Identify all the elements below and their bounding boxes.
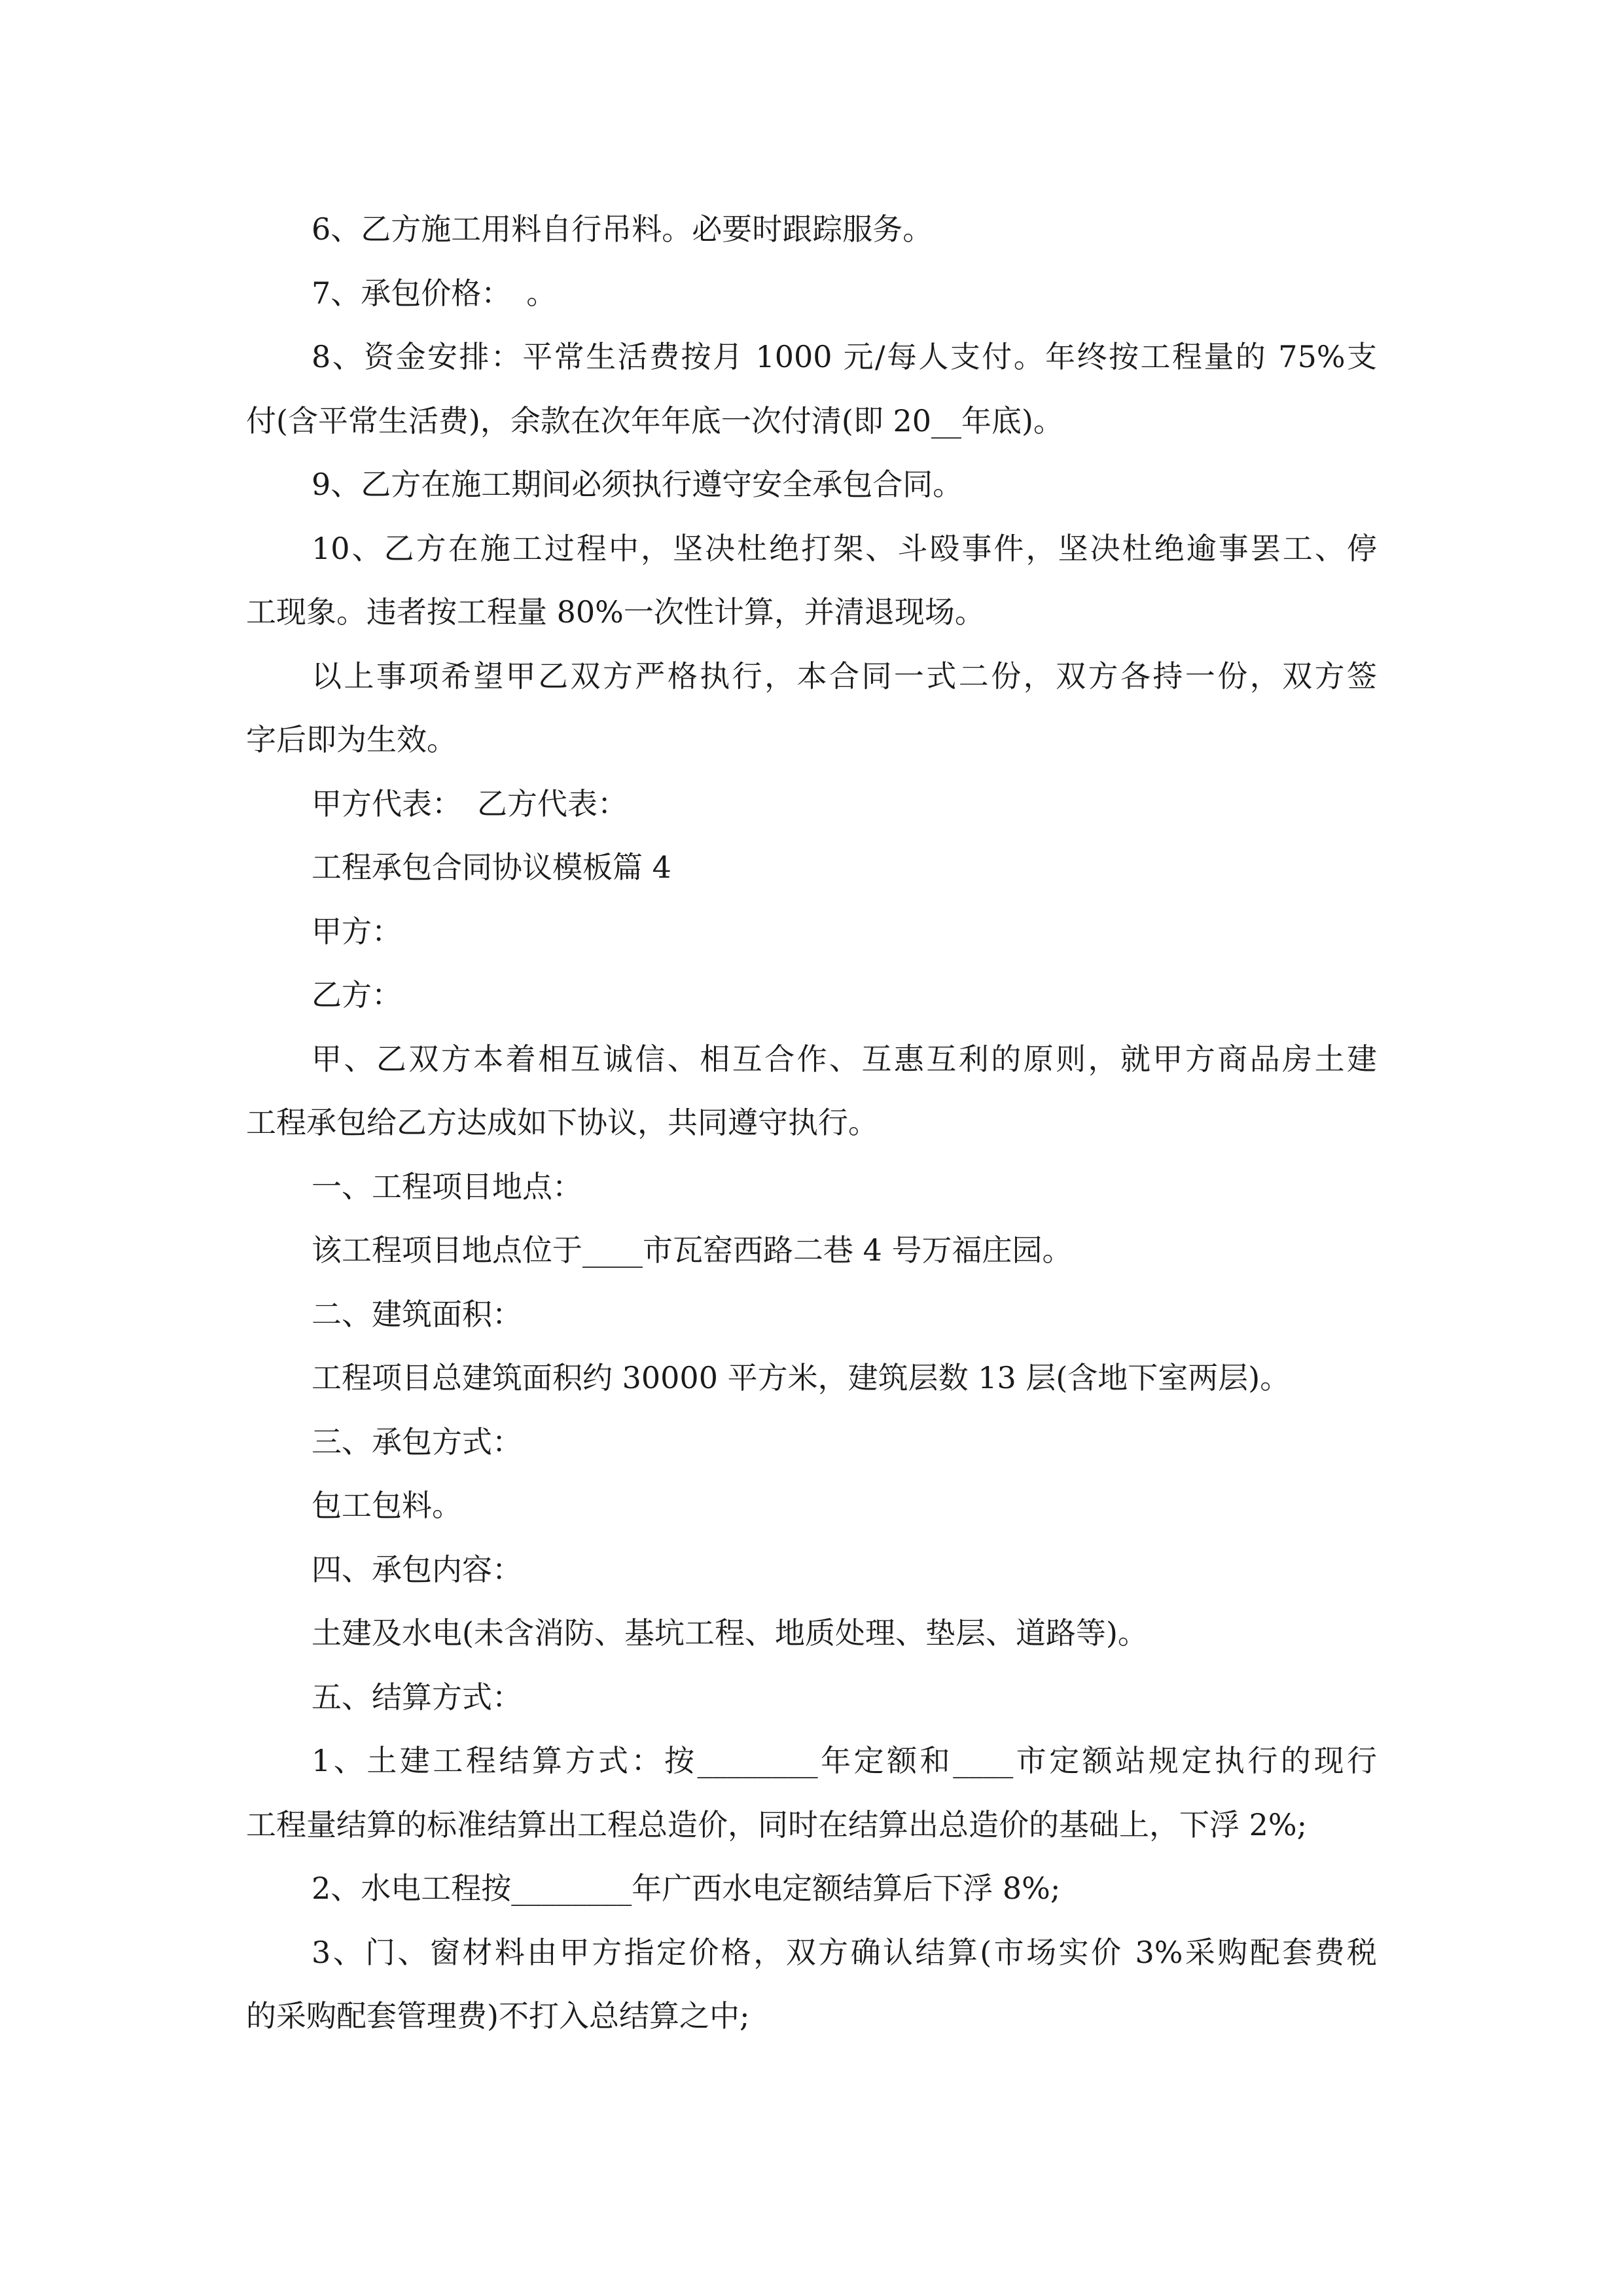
settlement-2: 2、水电工程按________年广西水电定额结算后下浮 8%; <box>312 1871 1061 1906</box>
document-body <box>246 198 1377 2049</box>
clause-10-line-2: 工现象。违者按工程量 80%一次性计算，并清退现场。 <box>246 594 985 630</box>
closing-line-1: 以上事项希望甲乙双方严格执行，本合同一式二份，双方各持一份，双方签 <box>312 658 1377 694</box>
heading-location: 一、工程项目地点： <box>312 1168 582 1204</box>
section-title: 工程承包合同协议模板篇 4 <box>312 850 671 885</box>
clause-9: 9、乙方在施工期间必须执行遵守安全承包合同。 <box>312 467 963 502</box>
heading-area: 二、建筑面积： <box>312 1296 522 1332</box>
party-b: 乙方： <box>312 977 402 1013</box>
settlement-3-line-1: 3、门、窗材料由甲方指定价格，双方确认结算(市场实价 3%采购配套费税 <box>312 1934 1377 1970</box>
settlement-3-line-2: 的采购配套管理费)不打入总结算之中; <box>246 1998 750 2034</box>
clause-8-line-2: 付(含平常生活费)，余款在次年年底一次付清(即 20__年底)。 <box>246 403 1063 439</box>
heading-contract-method: 三、承包方式： <box>312 1424 522 1460</box>
clause-6: 6、乙方施工用料自行吊料。必要时跟踪服务。 <box>312 211 933 247</box>
area-text: 工程项目总建筑面积约 30000 平方米，建筑层数 13 层(含地下室两层)。 <box>312 1360 1291 1395</box>
preamble-line-1: 甲、乙双方本着相互诚信、相互合作、互惠互利的原则，就甲方商品房土建 <box>312 1041 1377 1077</box>
settlement-1-line-2: 工程量结算的标准结算出工程总造价，同时在结算出总造价的基础上，下浮 2%; <box>246 1806 1308 1842</box>
closing-line-2: 字后即为生效。 <box>246 722 457 757</box>
clause-10-line-1: 10、乙方在施工过程中，坚决杜绝打架、斗殴事件，坚决杜绝逾事罢工、停 <box>312 530 1377 566</box>
contract-method-text: 包工包料。 <box>312 1488 462 1523</box>
signature-line: 甲方代表： 乙方代表： <box>312 785 628 821</box>
heading-contract-content: 四、承包内容： <box>312 1551 522 1587</box>
heading-settlement: 五、结算方式： <box>312 1679 522 1715</box>
preamble-line-2: 工程承包给乙方达成如下协议，共同遵守执行。 <box>246 1105 878 1140</box>
contract-content-text: 土建及水电(未含消防、基坑工程、地质处理、垫层、道路等)。 <box>312 1615 1148 1651</box>
party-a: 甲方： <box>312 913 402 949</box>
clause-8-line-1: 8、资金安排：平常生活费按月 1000 元/每人支付。年终按工程量的 75%支 <box>312 339 1377 374</box>
clause-7: 7、承包价格： 。 <box>312 275 557 311</box>
settlement-1-line-1: 1、土建工程结算方式：按________年定额和____市定额站规定执行的现行 <box>312 1743 1377 1778</box>
location-text: 该工程项目地点位于____市瓦窑西路二巷 4 号万福庄园。 <box>312 1232 1073 1268</box>
